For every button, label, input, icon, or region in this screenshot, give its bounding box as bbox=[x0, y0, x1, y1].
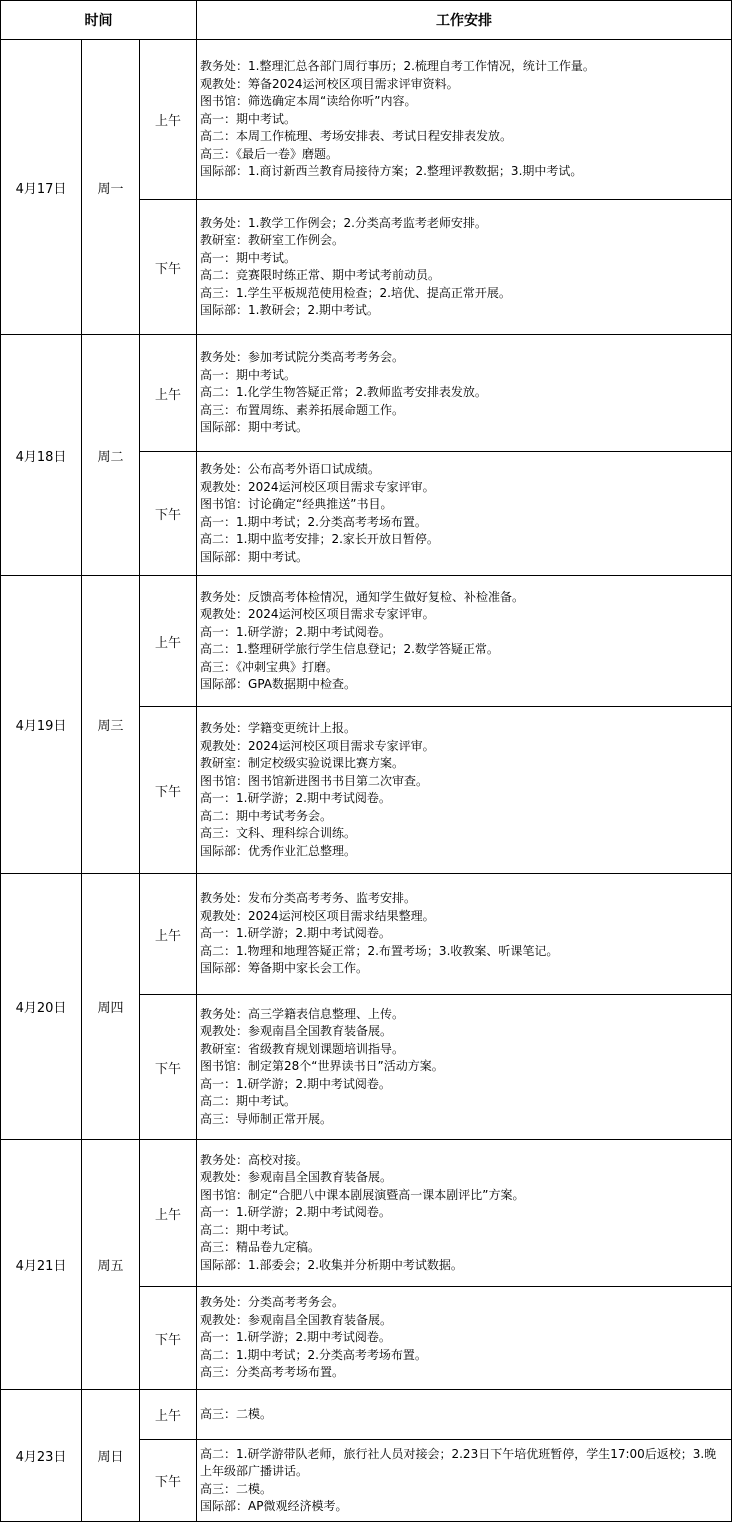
period-cell: 下午 bbox=[140, 452, 197, 576]
work-item: 高一：1.研学游；2.期中考试阅卷。 bbox=[200, 791, 391, 805]
work-item: 教务处：反馈高考体检情况，通知学生做好复检、补检准备。 bbox=[200, 589, 525, 604]
period-cell: 下午 bbox=[140, 1287, 197, 1390]
schedule-row bbox=[1, 40, 732, 200]
work-item: 高一：期中考试。 bbox=[200, 367, 297, 382]
work-item: 高三：精品卷九定稿。 bbox=[200, 1240, 321, 1255]
period-cell: 上午 bbox=[140, 1390, 197, 1440]
work-content-cell bbox=[197, 452, 732, 576]
work-item: 高一：期中考试。 bbox=[200, 250, 297, 265]
work-item: 高二：1.物理和地理答疑正常；2.布置考场；3.收教案、听课笔记。 bbox=[200, 943, 559, 958]
work-item: 高三：布置周练、素养拓展命题工作。 bbox=[200, 402, 405, 417]
work-item: 教务处：高校对接。 bbox=[200, 1152, 309, 1167]
work-item: 高二：本周工作梳理、考场安排表、考试日程安排表发放。 bbox=[200, 129, 513, 144]
work-item: 国际部：期中考试。 bbox=[200, 420, 309, 435]
work-item: 国际部：1.部委会；2.收集并分析期中考试数据。 bbox=[200, 1257, 463, 1272]
work-item: 高二：1.化学生物答疑正常；2.教师监考安排表发放。 bbox=[200, 385, 487, 400]
work-item: 高二：1.期中监考安排；2.家长开放日暂停。 bbox=[200, 532, 439, 546]
work-item: 观教处：参观南昌全国教育装备展。 bbox=[200, 1170, 393, 1185]
work-item: 观教处：2024运河校区项目需求专家评审。 bbox=[200, 479, 435, 494]
work-item: 高三：1.学生平板规范使用检查；2.培优、提高正常开展。 bbox=[200, 285, 511, 300]
work-item: 教研室：制定校级实验说课比赛方案。 bbox=[200, 756, 405, 770]
work-content-cell bbox=[197, 335, 732, 452]
work-item: 高一：1.研学游；2.期中考试阅卷。 bbox=[200, 1076, 391, 1091]
work-content-cell bbox=[197, 995, 732, 1140]
period-cell: 下午 bbox=[140, 200, 197, 335]
work-item: 国际部：优秀作业汇总整理。 bbox=[200, 843, 357, 858]
work-content-cell bbox=[197, 874, 732, 995]
work-item: 高三：二模。 bbox=[200, 1481, 273, 1496]
work-item: 高三：《冲刺宝典》打磨。 bbox=[200, 659, 339, 674]
work-item: 国际部：1.教研会；2.期中考试。 bbox=[200, 303, 379, 317]
work-item: 高一：期中考试。 bbox=[200, 111, 297, 126]
period-cell: 上午 bbox=[140, 576, 197, 707]
work-item: 观教处：参观南昌全国教育装备展。 bbox=[200, 1024, 393, 1039]
period-cell: 上午 bbox=[140, 1140, 197, 1287]
work-item: 高三：文科、理科综合训练。 bbox=[200, 826, 357, 840]
period-cell: 下午 bbox=[140, 707, 197, 874]
work-item: 观教处：2024运河校区项目需求结果整理。 bbox=[200, 908, 435, 923]
work-item: 教务处：高三学籍表信息整理、上传。 bbox=[200, 1006, 405, 1021]
work-item: 国际部：期中考试。 bbox=[200, 549, 309, 564]
weekday-cell: 周四 bbox=[82, 874, 140, 1140]
work-item: 高一：1.研学游；2.期中考试阅卷。 bbox=[200, 926, 391, 941]
date-cell: 4月19日 bbox=[1, 576, 82, 874]
work-content-cell bbox=[197, 576, 732, 707]
header-time: 时间 bbox=[1, 1, 197, 40]
work-item: 高二：1.研学游带队老师，旅行社人员对接会；2.23日下午培优班暂停，学生17:00后返校；3.晚上年级部广播讲话。 bbox=[200, 1446, 717, 1478]
work-item: 图书馆：制定“合肥八中课本剧展演暨高一课本剧评比”方案。 bbox=[200, 1187, 525, 1202]
work-item: 高三：《最后一卷》磨题。 bbox=[200, 146, 339, 161]
date-cell: 4月21日 bbox=[1, 1140, 82, 1390]
work-item: 观教处：2024运河校区项目需求专家评审。 bbox=[200, 738, 435, 753]
schedule-body bbox=[1, 40, 732, 1522]
work-item: 教研室：教研室工作例会。 bbox=[200, 233, 345, 247]
work-item: 教务处：1.教学工作例会；2.分类高考监考老师安排。 bbox=[200, 215, 487, 230]
header-row bbox=[1, 1, 732, 40]
work-item: 高二：期中考试考务会。 bbox=[200, 808, 333, 823]
schedule-row bbox=[1, 874, 732, 995]
period-cell: 上午 bbox=[140, 40, 197, 200]
work-item: 高二：1.整理研学旅行学生信息登记；2.数学答疑正常。 bbox=[200, 642, 499, 656]
work-item: 教研室：省级教育规划课题培训指导。 bbox=[200, 1041, 405, 1056]
work-content-cell bbox=[197, 1440, 732, 1522]
schedule-row bbox=[1, 1390, 732, 1440]
work-content-cell bbox=[197, 40, 732, 200]
schedule-row bbox=[1, 576, 732, 707]
work-item: 观教处：参观南昌全国教育装备展。 bbox=[200, 1312, 393, 1327]
schedule-row bbox=[1, 1140, 732, 1287]
work-item: 高二：期中考试。 bbox=[200, 1222, 297, 1237]
date-cell: 4月18日 bbox=[1, 335, 82, 576]
work-item: 观教处：筹备2024运河校区项目需求评审资料。 bbox=[200, 76, 459, 91]
work-item: 高三：导师制正常开展。 bbox=[200, 1111, 333, 1126]
work-item: 教务处：参加考试院分类高考考务会。 bbox=[200, 350, 405, 365]
work-content-cell bbox=[197, 1140, 732, 1287]
weekday-cell: 周日 bbox=[82, 1390, 140, 1522]
work-item: 观教处：2024运河校区项目需求专家评审。 bbox=[200, 607, 435, 621]
date-cell: 4月23日 bbox=[1, 1390, 82, 1522]
work-item: 高二：1.期中考试；2.分类高考考场布置。 bbox=[200, 1347, 427, 1362]
work-item: 图书馆：讨论确定“经典推送”书目。 bbox=[200, 497, 393, 511]
work-item: 高二：竞赛限时练正常、期中考试考前动员。 bbox=[200, 268, 441, 282]
work-item: 图书馆：筛选确定本周“读给你听”内容。 bbox=[200, 94, 417, 109]
work-item: 图书馆：图书馆新进图书书目第二次审查。 bbox=[200, 773, 429, 788]
period-cell: 上午 bbox=[140, 335, 197, 452]
work-item: 图书馆：制定第28个“世界读书日”活动方案。 bbox=[200, 1059, 444, 1074]
work-item: 高一：1.研学游；2.期中考试阅卷。 bbox=[200, 624, 391, 639]
schedule-row bbox=[1, 335, 732, 452]
period-cell: 下午 bbox=[140, 995, 197, 1140]
weekday-cell: 周五 bbox=[82, 1140, 140, 1390]
work-content-cell bbox=[197, 1390, 732, 1440]
work-item: 教务处：分类高考考务会。 bbox=[200, 1295, 345, 1310]
date-cell: 4月20日 bbox=[1, 874, 82, 1140]
work-item: 教务处：公布高考外语口试成绩。 bbox=[200, 462, 381, 476]
work-item: 教务处：发布分类高考考务、监考安排。 bbox=[200, 891, 417, 906]
weekday-cell: 周三 bbox=[82, 576, 140, 874]
work-item: 高三：二模。 bbox=[200, 1406, 273, 1421]
work-content-cell bbox=[197, 200, 732, 335]
period-cell: 上午 bbox=[140, 874, 197, 995]
work-item: 高三：分类高考考场布置。 bbox=[200, 1365, 345, 1380]
work-item: 教务处：学籍变更统计上报。 bbox=[200, 721, 357, 735]
header-work: 工作安排 bbox=[197, 1, 732, 40]
date-cell: 4月17日 bbox=[1, 40, 82, 335]
work-item: 国际部：筹备期中家长会工作。 bbox=[200, 961, 369, 976]
work-item: 高一：1.研学游；2.期中考试阅卷。 bbox=[200, 1330, 391, 1345]
weekday-cell: 周二 bbox=[82, 335, 140, 576]
weekday-cell: 周一 bbox=[82, 40, 140, 335]
period-cell: 下午 bbox=[140, 1440, 197, 1522]
work-content-cell bbox=[197, 707, 732, 874]
work-item: 国际部：AP微观经济模考。 bbox=[200, 1499, 348, 1513]
work-item: 国际部：1.商讨新西兰教育局接待方案；2.整理评教数据；3.期中考试。 bbox=[200, 164, 583, 179]
work-content-cell bbox=[197, 1287, 732, 1390]
work-item: 高二：期中考试。 bbox=[200, 1094, 297, 1109]
work-item: 国际部：GPA数据期中检查。 bbox=[200, 677, 357, 691]
work-item: 高一：1.研学游；2.期中考试阅卷。 bbox=[200, 1205, 391, 1220]
work-item: 教务处：1.整理汇总各部门周行事历；2.梳理自考工作情况，统计工作量。 bbox=[200, 59, 595, 74]
work-item: 高一：1.期中考试；2.分类高考考场布置。 bbox=[200, 514, 427, 529]
